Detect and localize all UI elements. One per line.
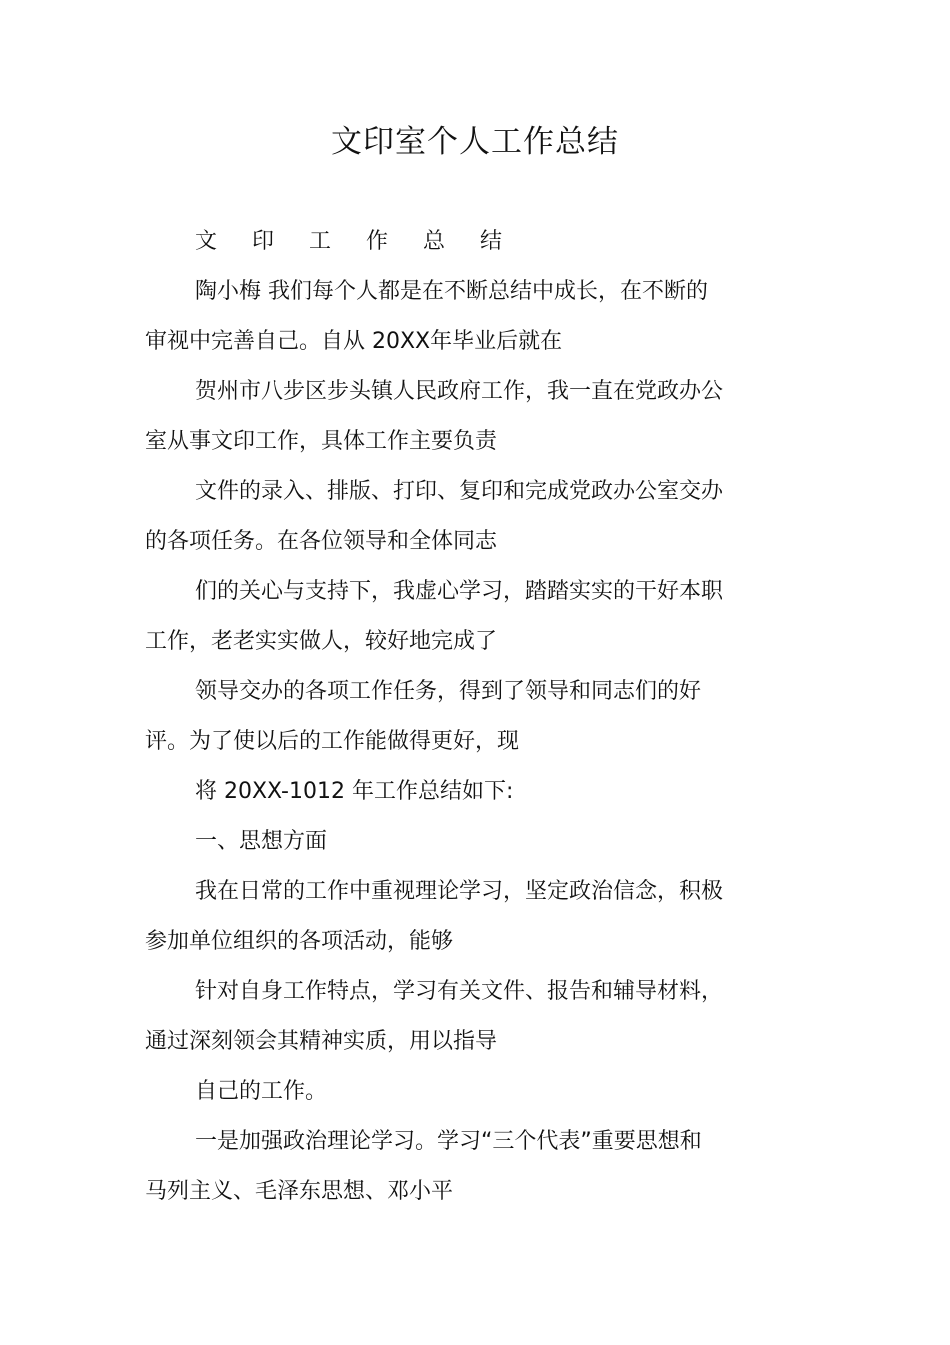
- paragraph-line: 一是加强政治理论学习。学习“三个代表”重要思想和: [195, 1129, 702, 1154]
- paragraph-line: 的各项任务。在各位领导和全体同志: [145, 529, 498, 554]
- paragraph-line: 领导交办的各项工作任务，得到了领导和同志们的好: [195, 679, 702, 704]
- paragraph-line: 室从事文印工作，具体工作主要负责: [145, 429, 498, 454]
- paragraph-line: 参加单位组织的各项活动，能够: [145, 929, 454, 954]
- paragraph-line: 评。为了使以后的工作能做得更好，现: [145, 729, 520, 754]
- paragraph-line: 我在日常的工作中重视理论学习，坚定政治信念，积极: [195, 879, 724, 904]
- document-title: 文印室个人工作总结: [331, 124, 619, 160]
- paragraph-line: 陶小梅 我们每个人都是在不断总结中成长，在不断的: [195, 279, 708, 304]
- paragraph-line: 文件的录入、排版、打印、复印和完成党政办公室交办: [195, 479, 724, 504]
- section-heading: 一、思想方面: [195, 829, 328, 854]
- paragraph-line: 将 20XX-1012 年工作总结如下:: [195, 779, 514, 804]
- paragraph-line: 马列主义、毛泽东思想、邓小平: [145, 1179, 454, 1204]
- paragraph-line: 们的关心与支持下，我虚心学习，踏踏实实的干好本职: [195, 579, 724, 604]
- paragraph-line: 贺州市八步区步头镇人民政府工作，我一直在党政办公: [195, 379, 724, 404]
- paragraph-line: 通过深刻领会其精神实质，用以指导: [145, 1029, 498, 1054]
- paragraph-line: 工作，老老实实做人，较好地完成了: [145, 629, 498, 654]
- section-heading: 文 印 工 作 总 结: [195, 229, 516, 254]
- paragraph-line: 自己的工作。: [195, 1079, 328, 1104]
- paragraph-line: 针对自身工作特点，学习有关文件、报告和辅导材料，: [195, 979, 724, 1004]
- paragraph-line: 审视中完善自己。自从 20XX年毕业后就在: [145, 329, 563, 354]
